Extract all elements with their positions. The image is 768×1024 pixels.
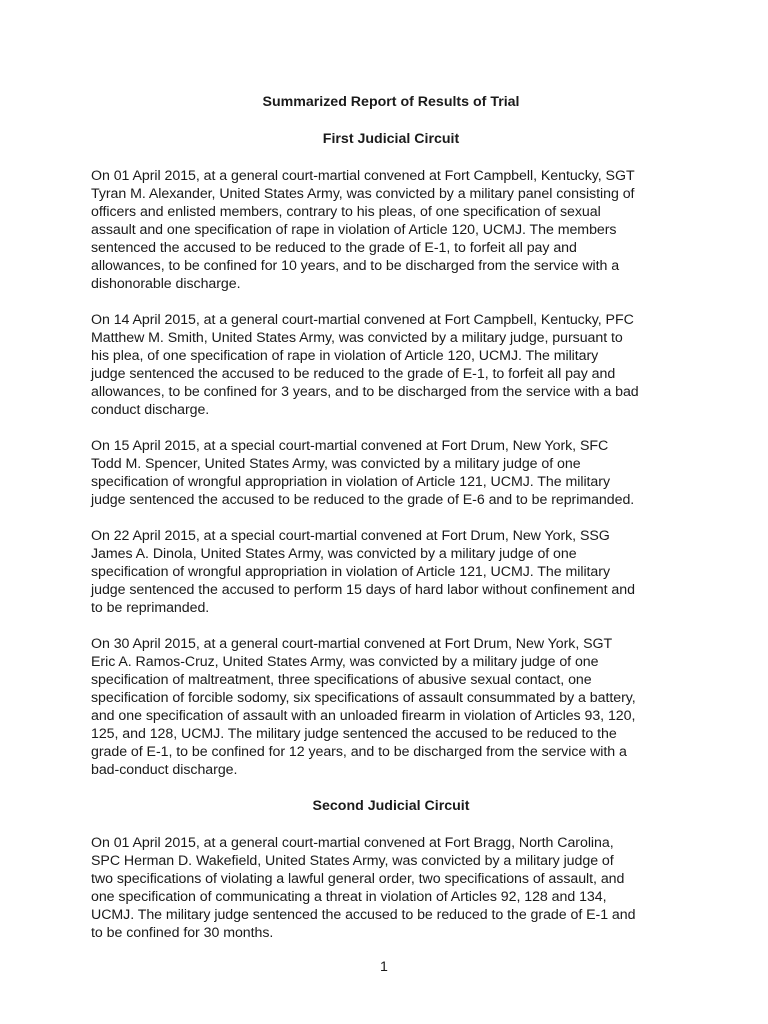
- paragraph: [91, 167, 691, 293]
- paragraph: [91, 635, 691, 779]
- text-line: allowances, to be confined for 10 years, and to be discharged from the service with a: [91, 258, 620, 274]
- text-line: allowances, to be confined for 3 years, and to be discharged from the service with a bad: [91, 384, 639, 400]
- text-line: judge sentenced the accused to be reduced to the grade of E-6 and to be reprimanded.: [91, 492, 635, 508]
- text-line: SPC Herman D. Wakefield, United States Army, was convicted by a military judge of: [91, 853, 614, 869]
- text-line: Todd M. Spencer, United States Army, was convicted by a military judge of one: [91, 456, 581, 472]
- text-line: On 01 April 2015, at a general court-martial convened at Fort Campbell, Kentucky, SGT: [91, 168, 635, 184]
- text-line: specification of wrongful appropriation in violation of Article 121, UCMJ. The military: [91, 474, 610, 490]
- text-line: and one specification of assault with an unloaded firearm in violation of Articles 93, 120,: [91, 708, 636, 724]
- text-line: one specification of communicating a threat in violation of Articles 92, 128 and 134,: [91, 889, 607, 905]
- text-line: to be reprimanded.: [91, 600, 210, 616]
- document-title: Summarized Report of Results of Trial: [262, 94, 520, 110]
- document-body: [91, 93, 691, 960]
- text-line: grade of E-1, to be confined for 12 years, and to be discharged from the service with a: [91, 744, 627, 760]
- text-line: specification of forcible sodomy, six specifications of assault consummated by a battery,: [91, 690, 636, 706]
- text-line: to be confined for 30 months.: [91, 925, 274, 941]
- paragraph: [91, 834, 691, 942]
- text-line: bad-conduct discharge.: [91, 762, 238, 778]
- text-line: sentenced the accused to be reduced to the grade of E-1, to forfeit all pay and: [91, 240, 577, 256]
- text-line: Matthew M. Smith, United States Army, was convicted by a military judge, pursuant to: [91, 330, 623, 346]
- text-line: judge sentenced the accused to perform 15 days of hard labor without confinement and: [91, 582, 635, 598]
- text-line: Eric A. Ramos-Cruz, United States Army, was convicted by a military judge of one: [91, 654, 599, 670]
- text-line: assault and one specification of rape in violation of Article 120, UCMJ. The members: [91, 222, 617, 238]
- page-number: 1: [380, 959, 388, 975]
- text-line: UCMJ. The military judge sentenced the accused to be reduced to the grade of E-1 and: [91, 907, 636, 923]
- text-line: Tyran M. Alexander, United States Army, was convicted by a military panel consisting of: [91, 186, 635, 202]
- text-line: judge sentenced the accused to be reduced to the grade of E-1, to forfeit all pay and: [91, 366, 616, 382]
- text-line: 125, and 128, UCMJ. The military judge sentenced the accused to be reduced to the: [91, 726, 617, 742]
- paragraph: [91, 437, 691, 509]
- text-line: On 30 April 2015, at a general court-martial convened at Fort Drum, New York, SGT: [91, 636, 613, 652]
- text-line: specification of wrongful appropriation in violation of Article 121, UCMJ. The military: [91, 564, 610, 580]
- section-heading-second-circuit: Second Judicial Circuit: [312, 798, 470, 814]
- section-heading-first-circuit: First Judicial Circuit: [322, 131, 460, 147]
- text-line: officers and enlisted members, contrary to his pleas, of one specification of sexual: [91, 204, 601, 220]
- text-line: On 14 April 2015, at a general court-martial convened at Fort Campbell, Kentucky, PFC: [91, 312, 634, 328]
- text-line: conduct discharge.: [91, 402, 210, 418]
- text-line: James A. Dinola, United States Army, was convicted by a military judge of one: [91, 546, 577, 562]
- text-line: dishonorable discharge.: [91, 276, 241, 292]
- text-line: On 22 April 2015, at a special court-martial convened at Fort Drum, New York, SSG: [91, 528, 610, 544]
- text-line: On 01 April 2015, at a general court-martial convened at Fort Bragg, North Carolina,: [91, 835, 614, 851]
- paragraph: [91, 311, 691, 419]
- text-line: specification of maltreatment, three specifications of abusive sexual contact, one: [91, 672, 592, 688]
- paragraph: [91, 527, 691, 617]
- text-line: his plea, of one specification of rape in violation of Article 120, UCMJ. The military: [91, 348, 599, 364]
- text-line: On 15 April 2015, at a special court-martial convened at Fort Drum, New York, SFC: [91, 438, 609, 454]
- text-line: two specifications of violating a lawful general order, two specifications of assault, and: [91, 871, 625, 887]
